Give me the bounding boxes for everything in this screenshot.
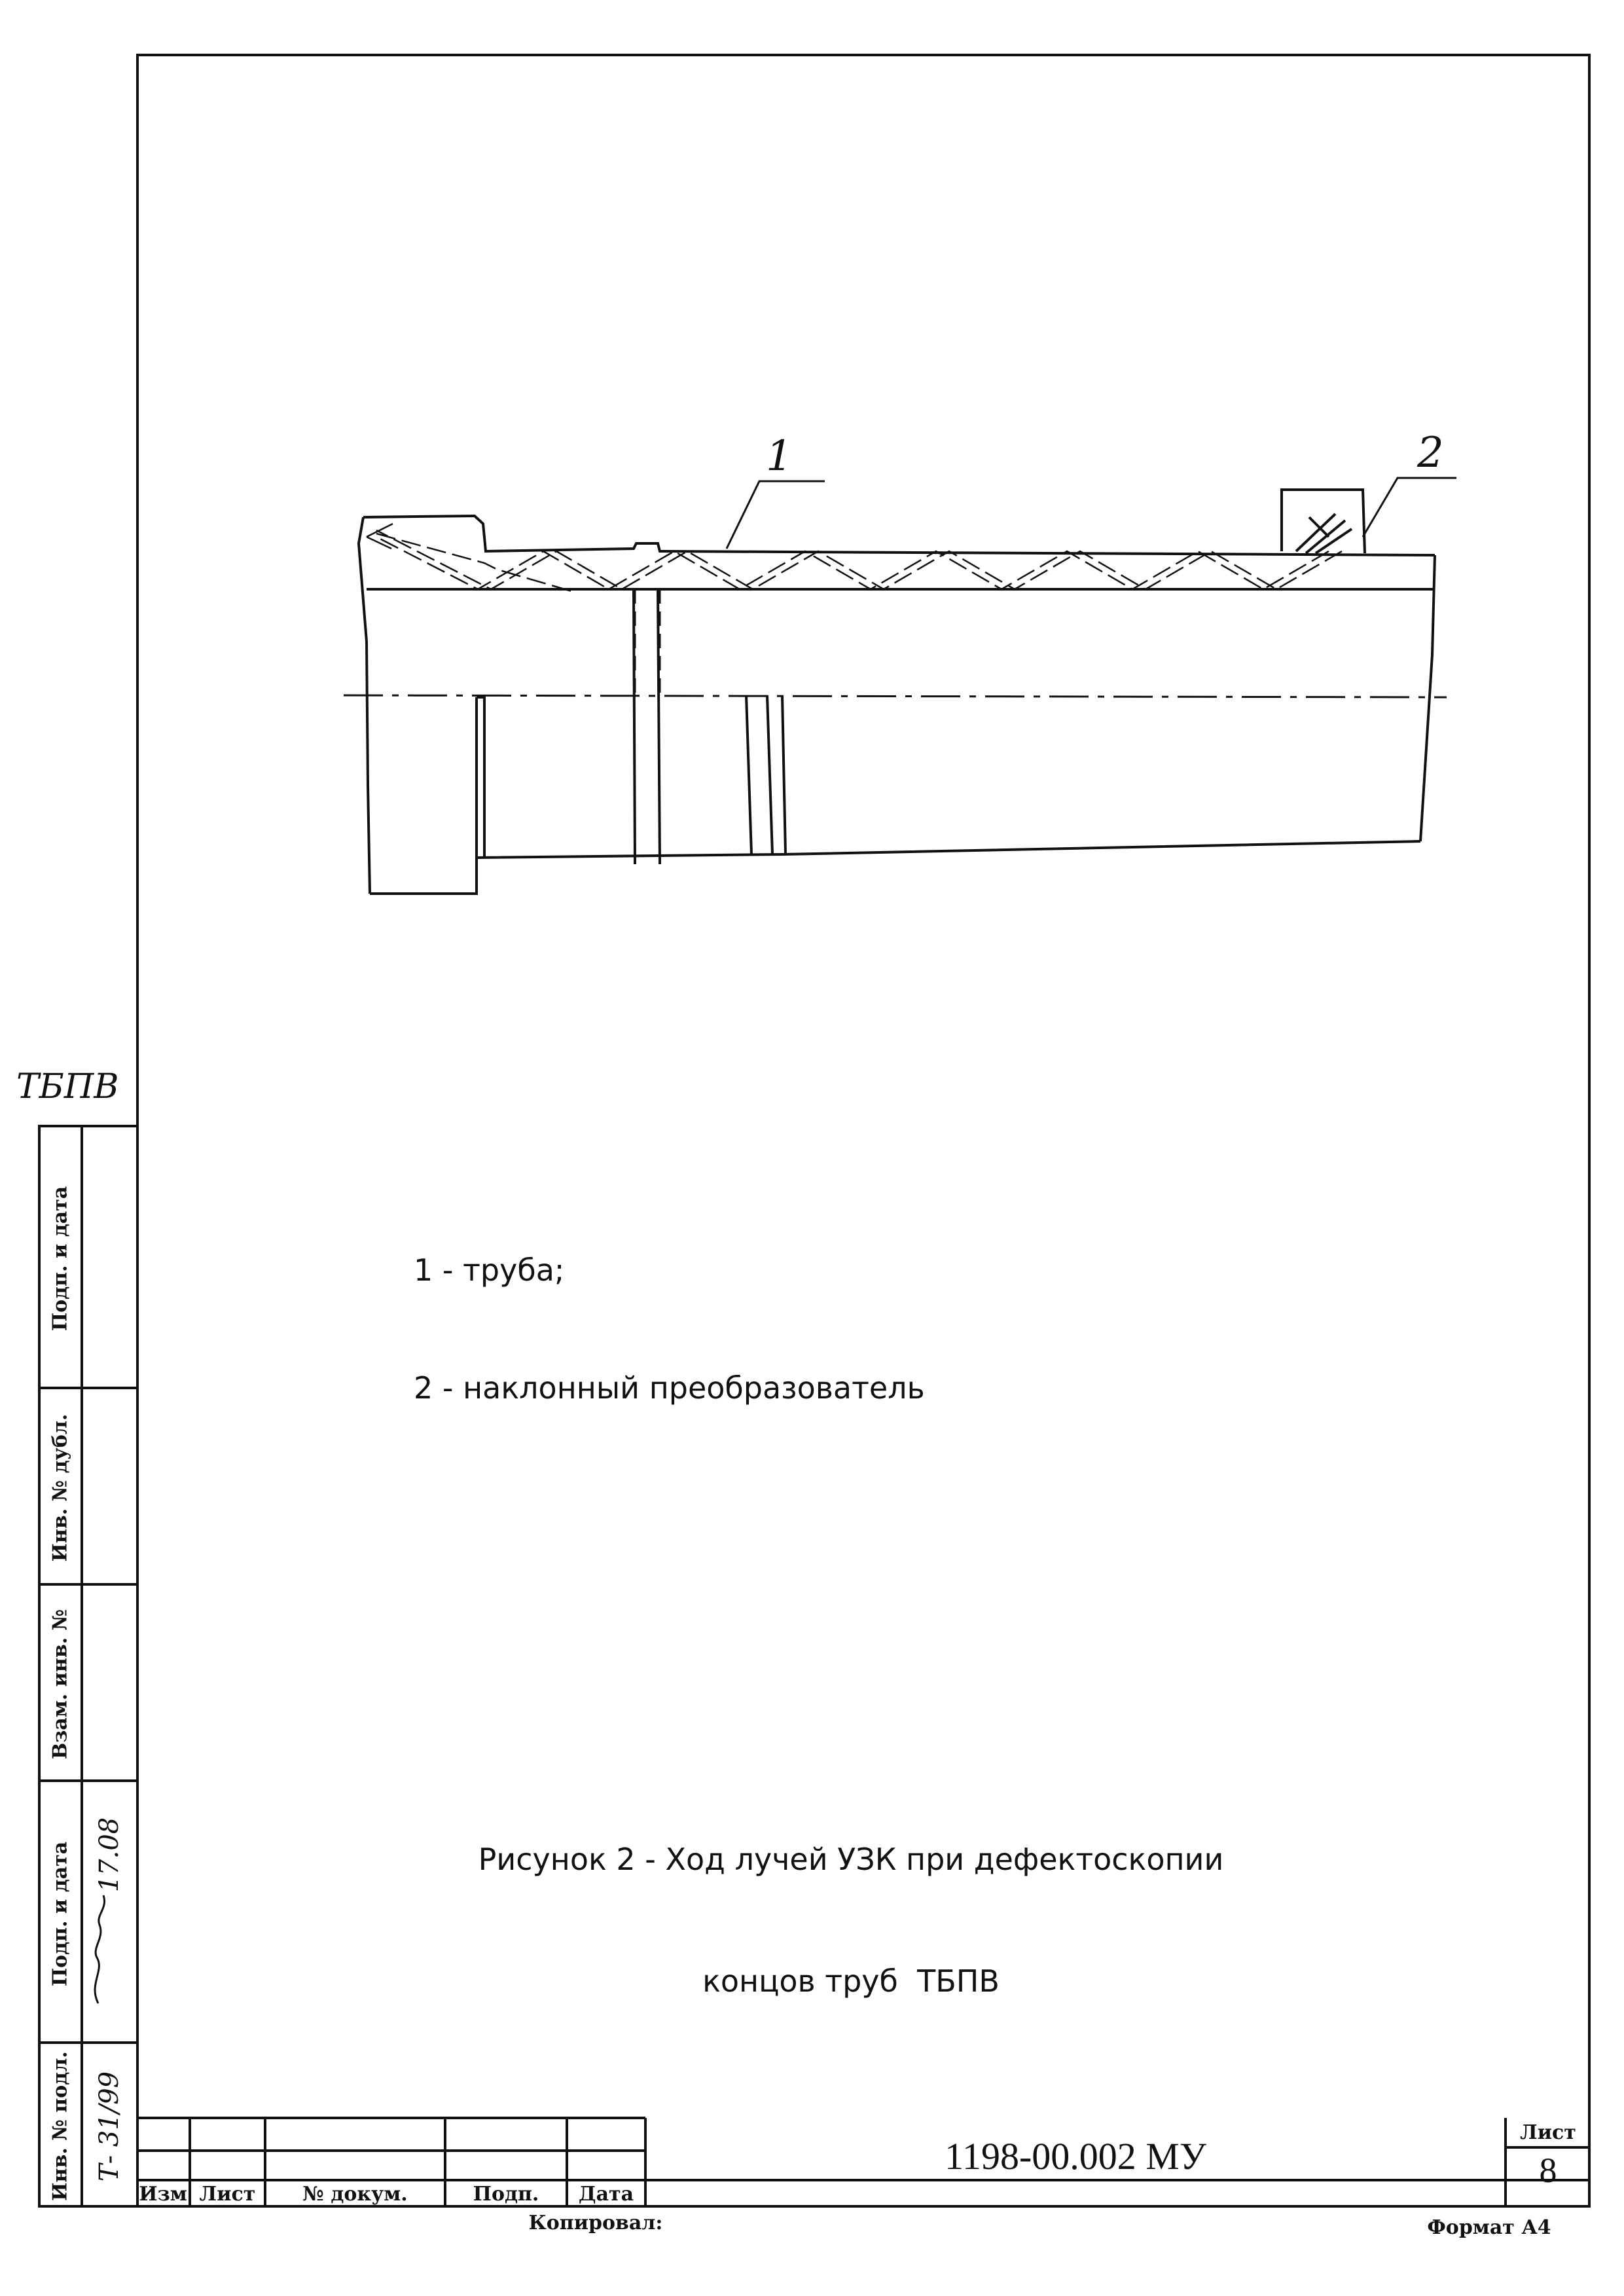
format-label: Формат А4: [1427, 2216, 1551, 2239]
tb-header-signature: Подп.: [473, 2183, 539, 2206]
tb-header-revision: Изм: [139, 2183, 187, 2206]
side-value-date: 17.08: [94, 1817, 124, 1893]
legend-item-probe: 2 - наклонный преобразователь: [414, 1370, 925, 1406]
side-label-sign-date-2: Подп. и дата: [48, 1186, 72, 1332]
legend-item-pipe: 1 - труба;: [414, 1252, 565, 1288]
side-label-replace-inv: Взам. инв. №: [48, 1609, 72, 1760]
sheet-number: 8: [1539, 2151, 1557, 2190]
tb-header-doc-number: № докум.: [302, 2183, 408, 2206]
tb-header-date: Дата: [578, 2183, 634, 2206]
tb-header-sheet: Лист: [199, 2183, 256, 2206]
sheet-label: Лист: [1520, 2121, 1576, 2144]
side-label-inv-duplicate: Инв. № дубл.: [48, 1413, 72, 1562]
callout-1: 1: [766, 432, 793, 481]
caption-line-1: Рисунок 2 - Ход лучей УЗК при дефектоскопии: [478, 1842, 1224, 1877]
side-value-inv: Т- 31/99: [94, 2071, 124, 2182]
margin-note: ТБПВ: [16, 1067, 119, 1106]
callout-2: 2: [1417, 429, 1444, 477]
side-label-inv-original: Инв. № подл.: [48, 2051, 72, 2201]
copied-by-label: Копировал:: [528, 2212, 663, 2234]
document-number: 1198-00.002 МУ: [945, 2135, 1206, 2178]
side-label-sign-date-1: Подп. и дата: [48, 1841, 72, 1987]
caption-line-2: концов труб ТБПВ: [702, 1963, 1000, 1999]
